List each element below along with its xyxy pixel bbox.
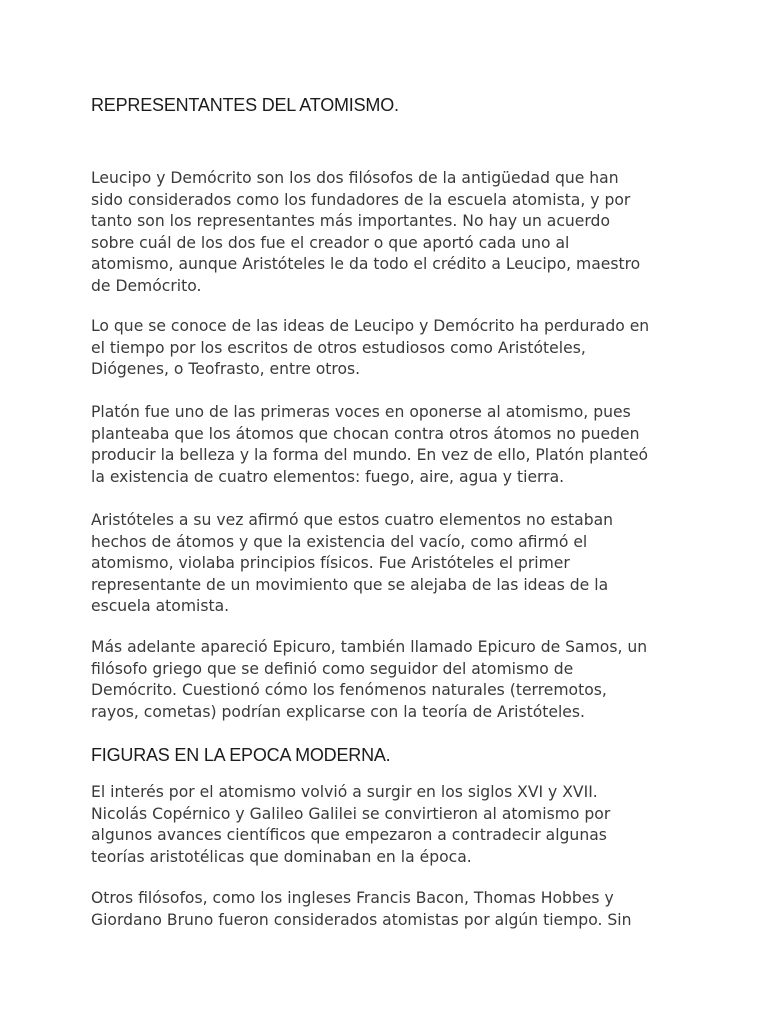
text-line: Lo que se conoce de las ideas de Leucipo y Demócrito ha perdurado en xyxy=(91,317,650,335)
text-line: filósofo griego que se definió como seguidor del atomismo de xyxy=(91,659,574,678)
paragraph-siglos-xvi-xvii xyxy=(91,782,701,868)
text-line: sido considerados como los fundadores de la escuela atomista, y por xyxy=(91,190,631,209)
text-line: sobre cuál de los dos fue el creador o que aportó cada uno al xyxy=(91,233,570,252)
paragraph-epicuro xyxy=(91,637,701,723)
text-line: la existencia de cuatro elementos: fuego, aire, agua y tierra. xyxy=(91,467,565,486)
text-line: Aristóteles a su vez afirmó que estos cuatro elementos no estaban xyxy=(91,511,614,529)
text-line: atomismo, violaba principios físicos. Fue Aristóteles el primer xyxy=(91,554,570,572)
text-line: Otros filósofos, como los ingleses Francis Bacon, Thomas Hobbes y xyxy=(91,889,614,907)
text-line: Giordano Bruno fueron considerados atomistas por algún tiempo. Sin xyxy=(91,910,632,929)
text-line: tanto son los representantes más importantes. No hay un acuerdo xyxy=(91,212,610,230)
text-line: teorías aristotélicas que dominaban en la época. xyxy=(91,847,472,866)
text-line: El interés por el atomismo volvió a surgir en los siglos XVI y XVII. xyxy=(91,783,598,801)
text-line: planteaba que los átomos que chocan contra otros átomos no pueden xyxy=(91,424,640,443)
text-line: escuela atomista. xyxy=(91,597,230,615)
text-line: hechos de átomos y que la existencia del vacío, como afirmó el xyxy=(91,532,588,551)
text-line: Leucipo y Demócrito son los dos filósofos de la antigüedad que han xyxy=(91,169,619,187)
text-line: Más adelante apareció Epicuro, también llamado Epicuro de Samos, un xyxy=(91,638,648,656)
section-heading-representantes: REPRESENTANTES DEL ATOMISMO. xyxy=(91,95,399,115)
text-line: rayos, cometas) podrían explicarse con la teoría de Aristóteles. xyxy=(91,702,585,721)
text-line: algunos avances científicos que empezaron a contradecir algunas xyxy=(91,826,607,844)
paragraph-escritos xyxy=(91,316,701,381)
text-line: Platón fue uno de las primeras voces en oponerse al atomismo, pues xyxy=(91,403,631,421)
section-heading-epoca-moderna: FIGURAS EN LA EPOCA MODERNA. xyxy=(91,745,391,765)
paragraph-otros-filosofos xyxy=(91,888,701,931)
text-line: Diógenes, o Teofrasto, entre otros. xyxy=(91,360,361,378)
paragraph-platon xyxy=(91,402,701,488)
text-line: Nicolás Copérnico y Galileo Galilei se convirtieron al atomismo por xyxy=(91,804,611,823)
text-line: atomismo, aunque Aristóteles le da todo el crédito a Leucipo, maestro xyxy=(91,255,641,273)
text-line: de Demócrito. xyxy=(91,276,202,295)
paragraph-leucipo-democrito xyxy=(91,168,701,297)
text-line: el tiempo por los escritos de otros estudiosos como Aristóteles, xyxy=(91,338,586,357)
paragraph-aristoteles xyxy=(91,510,701,618)
text-line: Demócrito. Cuestionó cómo los fenómenos naturales (terremotos, xyxy=(91,681,607,699)
text-line: representante de un movimiento que se alejaba de las ideas de la xyxy=(91,575,609,594)
text-line: producir la belleza y la forma del mundo. En vez de ello, Platón planteó xyxy=(91,446,649,464)
